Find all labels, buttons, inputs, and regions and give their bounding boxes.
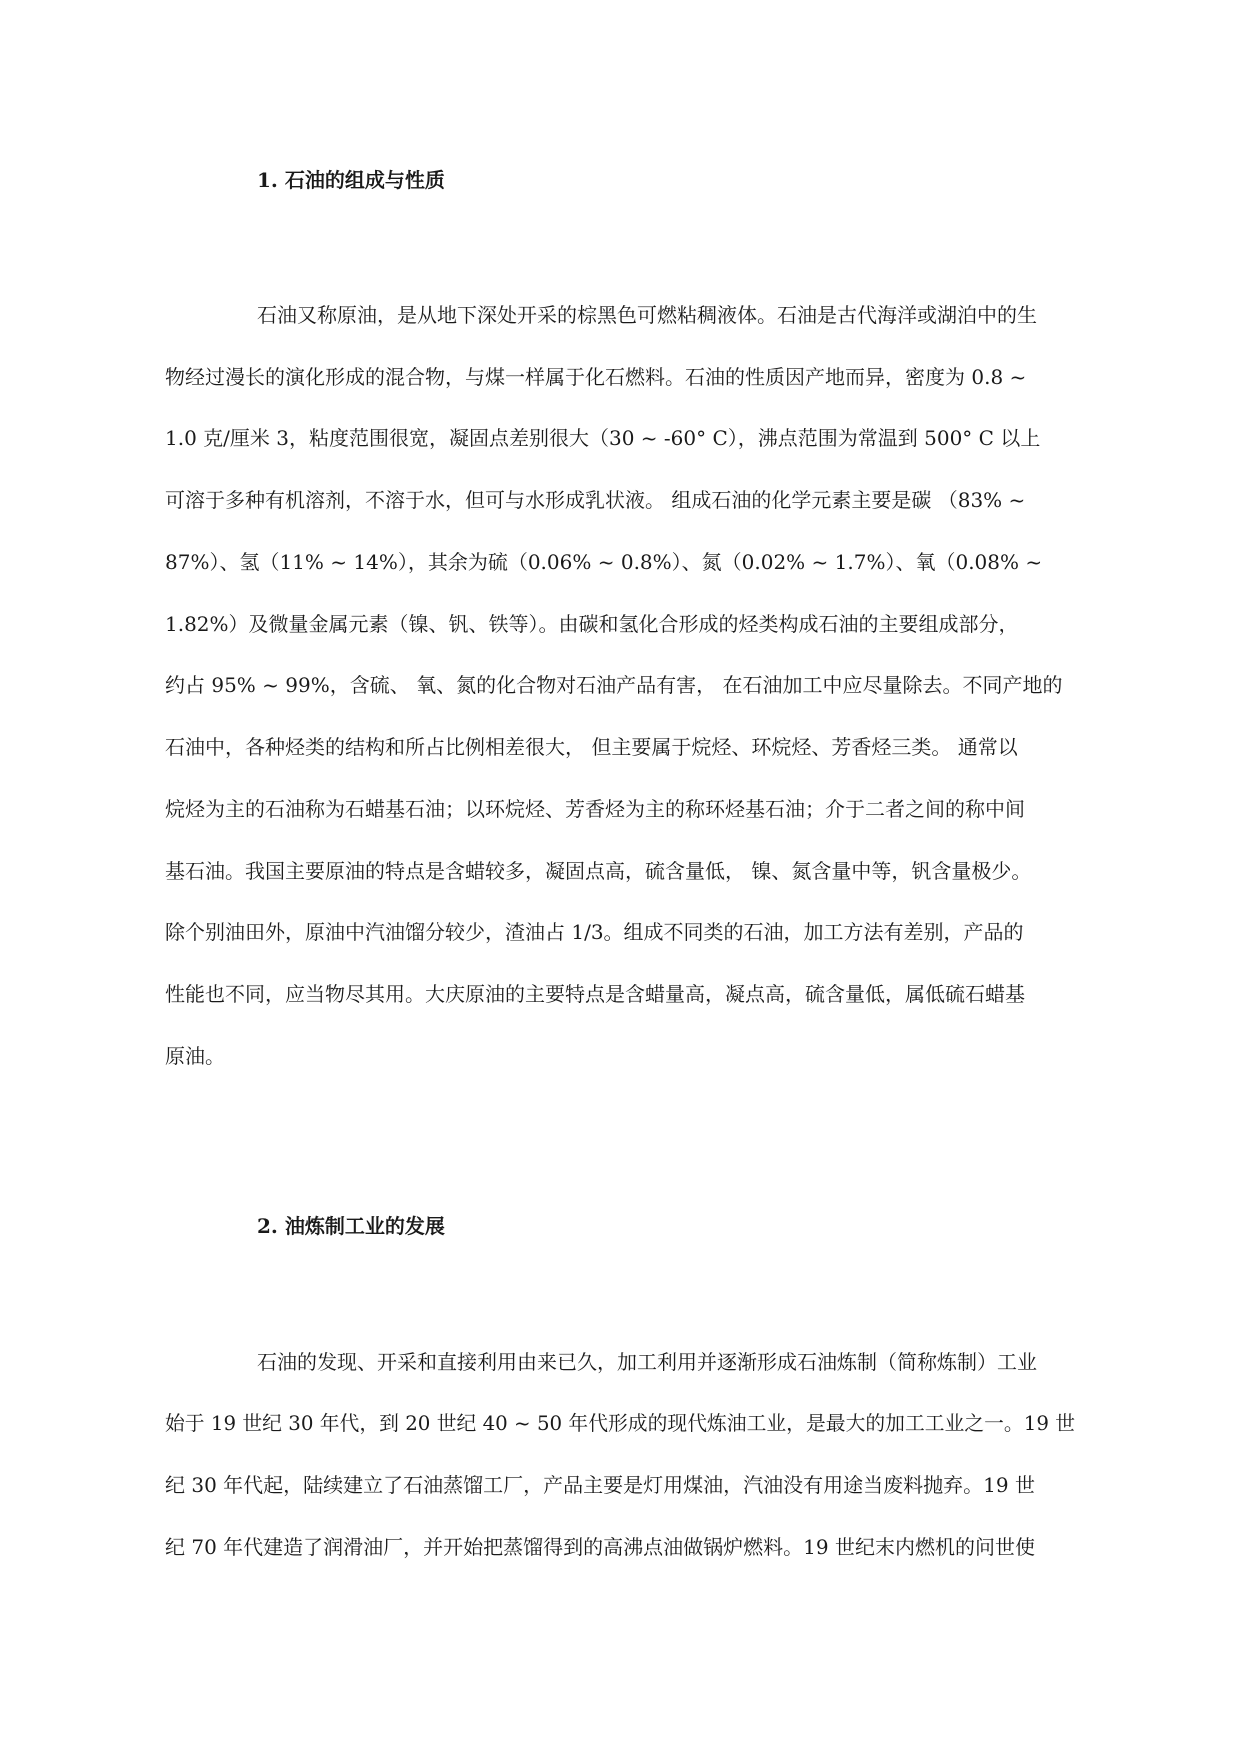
paragraph-line: 1.0 克/厘米 3，粘度范围很宽，凝固点差别很大（30 ~ -60° C），沸点范围为常温到 500° C 以上 bbox=[165, 426, 1041, 450]
section-2-heading: 2. 油炼制工业的发展 bbox=[257, 1214, 445, 1238]
paragraph-line: 87%）、氢（11% ~ 14%），其余为硫（0.06% ~ 0.8%）、氮（0.02% ~ 1.7%）、氧（0.08% ~ bbox=[165, 550, 1043, 574]
paragraph-line: 烷烃为主的石油称为石蜡基石油；以环烷烃、芳香烃为主的称环烃基石油；介于二者之间的称中间 bbox=[165, 797, 1025, 821]
paragraph-line: 纪 30 年代起，陆续建立了石油蒸馏工厂，产品主要是灯用煤油，汽油没有用途当废料抛弃。19 世 bbox=[165, 1473, 1035, 1497]
paragraph-line: 基石油。我国主要原油的特点是含蜡较多，凝固点高，硫含量低， 镍、氮含量中等，钒含量极少。 bbox=[165, 859, 1032, 883]
paragraph-line: 物经过漫长的演化形成的混合物，与煤一样属于化石燃料。石油的性质因产地而异，密度为 0.8 ~ bbox=[165, 365, 1027, 389]
paragraph-line: 除个别油田外，原油中汽油馏分较少，渣油占 1/3。组成不同类的石油，加工方法有差别，产品的 bbox=[165, 920, 1024, 944]
paragraph-line: 始于 19 世纪 30 年代，到 20 世纪 40 ~ 50 年代形成的现代炼油工业，是最大的加工工业之一。19 世 bbox=[165, 1411, 1076, 1435]
paragraph-line: 1.82%）及微量金属元素（镍、钒、铁等）。由碳和氢化合形成的烃类构成石油的主要组成部分， bbox=[165, 612, 1019, 636]
paragraph-line: 石油的发现、开采和直接利用由来已久，加工利用并逐渐形成石油炼制（简称炼制）工业 bbox=[257, 1350, 1037, 1374]
paragraph-line: 原油。 bbox=[165, 1044, 225, 1068]
section-1-heading: 1. 石油的组成与性质 bbox=[257, 168, 445, 192]
paragraph-line: 石油又称原油，是从地下深处开采的棕黑色可燃粘稠液体。石油是古代海洋或湖泊中的生 bbox=[257, 303, 1037, 327]
paragraph-line: 性能也不同，应当物尽其用。大庆原油的主要特点是含蜡量高，凝点高，硫含量低，属低硫石蜡基 bbox=[165, 982, 1025, 1006]
paragraph-line: 纪 70 年代建造了润滑油厂，并开始把蒸馏得到的高沸点油做锅炉燃料。19 世纪末内燃机的问世使 bbox=[165, 1535, 1035, 1559]
paragraph-line: 约占 95% ~ 99%，含硫、 氧、氮的化合物对石油产品有害， 在石油加工中应尽量除去。不同产地的 bbox=[165, 673, 1063, 697]
paragraph-line: 石油中，各种烃类的结构和所占比例相差很大， 但主要属于烷烃、环烷烃、芳香烃三类。 通常以 bbox=[165, 735, 1018, 759]
paragraph-line: 可溶于多种有机溶剂，不溶于水，但可与水形成乳状液。 组成石油的化学元素主要是碳 （83% ~ bbox=[165, 488, 1026, 512]
